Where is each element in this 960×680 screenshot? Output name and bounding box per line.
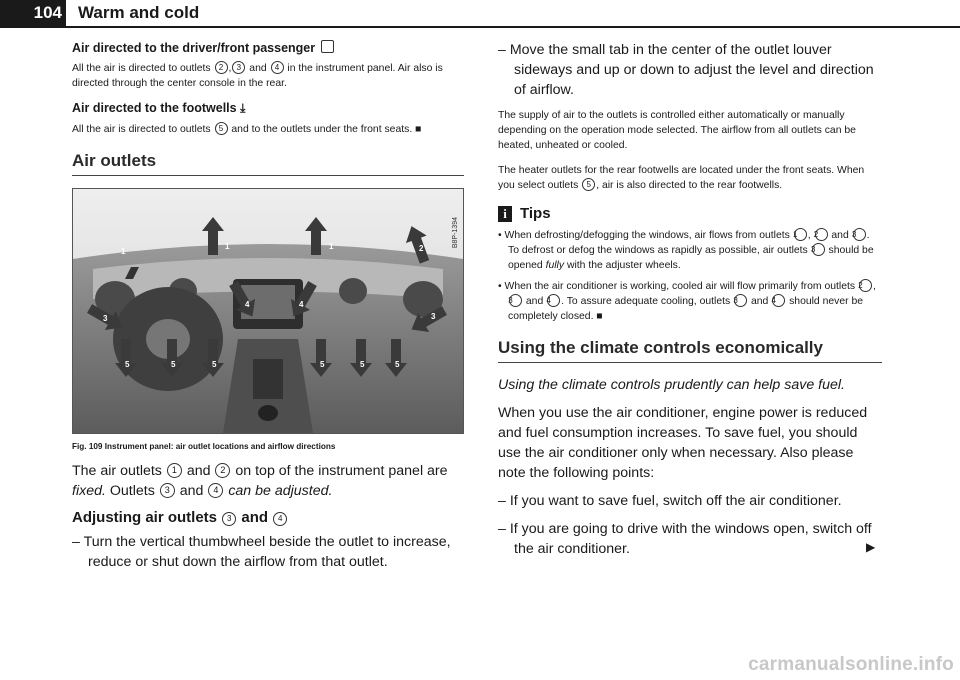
para-driver: All the air is directed to outlets 2 , 3 and 4 in the instrument panel. Air also is directed through the center console in the rear. — [72, 63, 443, 89]
svg-text:5: 5 — [171, 360, 176, 369]
footwell-icon: ⤓ — [240, 101, 246, 115]
callout-3: 3 — [812, 243, 825, 256]
callout-4: 4 — [208, 483, 223, 498]
dashboard-illustration — [73, 189, 463, 433]
svg-text:4: 4 — [299, 300, 304, 309]
callout-2: 2 — [215, 61, 228, 74]
svg-text:3: 3 — [103, 314, 108, 323]
step-windows-open: – If you are going to drive with the windows open, switch off the air conditioner. ▶ — [498, 521, 876, 557]
callout-4: 4 — [271, 61, 284, 74]
header-rule — [0, 26, 960, 28]
tip-defrost: • When defrosting/defogging the windows, air flows from outlets 1 , 2 and 3 . To defrost or defog the windows as rapidly as possible, air outlets 3 should be opened fully with the adjuster wheels. — [498, 230, 874, 271]
callout-2: 2 — [859, 279, 872, 292]
heading-adjusting: Adjusting air outlets 3 and 4 — [72, 509, 464, 526]
svg-text:3: 3 — [431, 312, 436, 321]
heading-driver: Air directed to the driver/front passenger — [72, 40, 464, 55]
para-supply: The supply of air to the outlets is controlled either automatically or manually depending on the operation mode selected. The airflow from all outlets can be heated, unheated or cooled. — [498, 110, 856, 151]
svg-text:5: 5 — [395, 360, 400, 369]
heading-footwells: Air directed to the footwells ⤓ — [72, 101, 246, 115]
right-column — [498, 40, 882, 567]
callout-4: 4 — [273, 512, 287, 526]
callout-2: 2 — [815, 228, 828, 241]
driver-face-icon — [321, 40, 334, 53]
intro-economy: Using the climate controls prudently can help save fuel. — [498, 377, 845, 393]
left-column — [72, 40, 464, 580]
step-thumbwheel: – Turn the vertical thumbwheel beside the outlet to increase, reduce or shut down the airflow from that outlet. — [72, 534, 451, 570]
figure-code: B8P-1394 — [452, 217, 459, 249]
dashboard-figure — [72, 188, 464, 434]
section-air-outlets: Air outlets — [72, 151, 157, 170]
callout-5: 5 — [582, 178, 595, 191]
svg-text:4: 4 — [245, 300, 250, 309]
para-footwells: All the air is directed to outlets 5 and to the outlets under the front seats. ■ — [72, 124, 422, 135]
tips-header: i Tips — [498, 205, 882, 222]
callout-3: 3 — [222, 512, 236, 526]
callout-1: 1 — [794, 228, 807, 241]
callout-3: 3 — [160, 483, 175, 498]
svg-text:5: 5 — [125, 360, 130, 369]
svg-text:2: 2 — [419, 244, 424, 253]
info-icon: i — [498, 206, 512, 222]
square-icon: ■ — [596, 311, 603, 322]
figure-caption: Fig. 109 Instrument panel: air outlet locations and airflow directions — [72, 442, 336, 451]
callout-3: 3 — [232, 61, 245, 74]
svg-text:5: 5 — [212, 360, 217, 369]
step-louver: – Move the small tab in the center of the outlet louver sideways and up or down to adjust the level and direction of airflow. — [498, 42, 874, 98]
callout-4: 4 — [547, 294, 560, 307]
callout-2: 2 — [215, 463, 230, 478]
page-number: 104 — [0, 0, 66, 26]
square-icon: ■ — [415, 124, 422, 135]
watermark: carmanualsonline.info — [748, 654, 954, 675]
callout-3: 3 — [509, 294, 522, 307]
section-rule — [498, 362, 882, 363]
callout-3: 3 — [734, 294, 747, 307]
svg-text:1: 1 — [329, 242, 334, 251]
callout-4: 4 — [772, 294, 785, 307]
callout-3: 3 — [853, 228, 866, 241]
step-switch-off: – If you want to save fuel, switch off the air conditioner. — [498, 493, 842, 509]
callout-5: 5 — [215, 122, 228, 135]
para-heater: The heater outlets for the rear footwells are located under the front seats. When you select outlets 5 , air is also directed to the rear footwells. — [498, 165, 865, 191]
callout-1: 1 — [167, 463, 182, 478]
section-economy: Using the climate controls economically — [498, 338, 823, 357]
para-use: When you use the air conditioner, engine power is reduced and fuel consumption increases. To save fuel, you should use the air conditioner only when necessary. Also please note the following points: — [498, 405, 868, 481]
section-rule — [72, 175, 464, 176]
tip-cooling: • When the air conditioner is working, cooled air will flow primarily from outlets 2 , 3 and 4 . To assure adequate cooling, outlets 3 and 4 should never be completely closed. ■ — [498, 281, 876, 322]
svg-text:5: 5 — [360, 360, 365, 369]
page-title: Warm and cold — [78, 3, 200, 22]
para-outlets: The air outlets 1 and 2 on top of the instrument panel are fixed. Outlets 3 and 4 can be adjusted. — [72, 463, 448, 499]
svg-text:1: 1 — [225, 242, 230, 251]
svg-text:5: 5 — [320, 360, 325, 369]
svg-text:1: 1 — [121, 247, 126, 256]
